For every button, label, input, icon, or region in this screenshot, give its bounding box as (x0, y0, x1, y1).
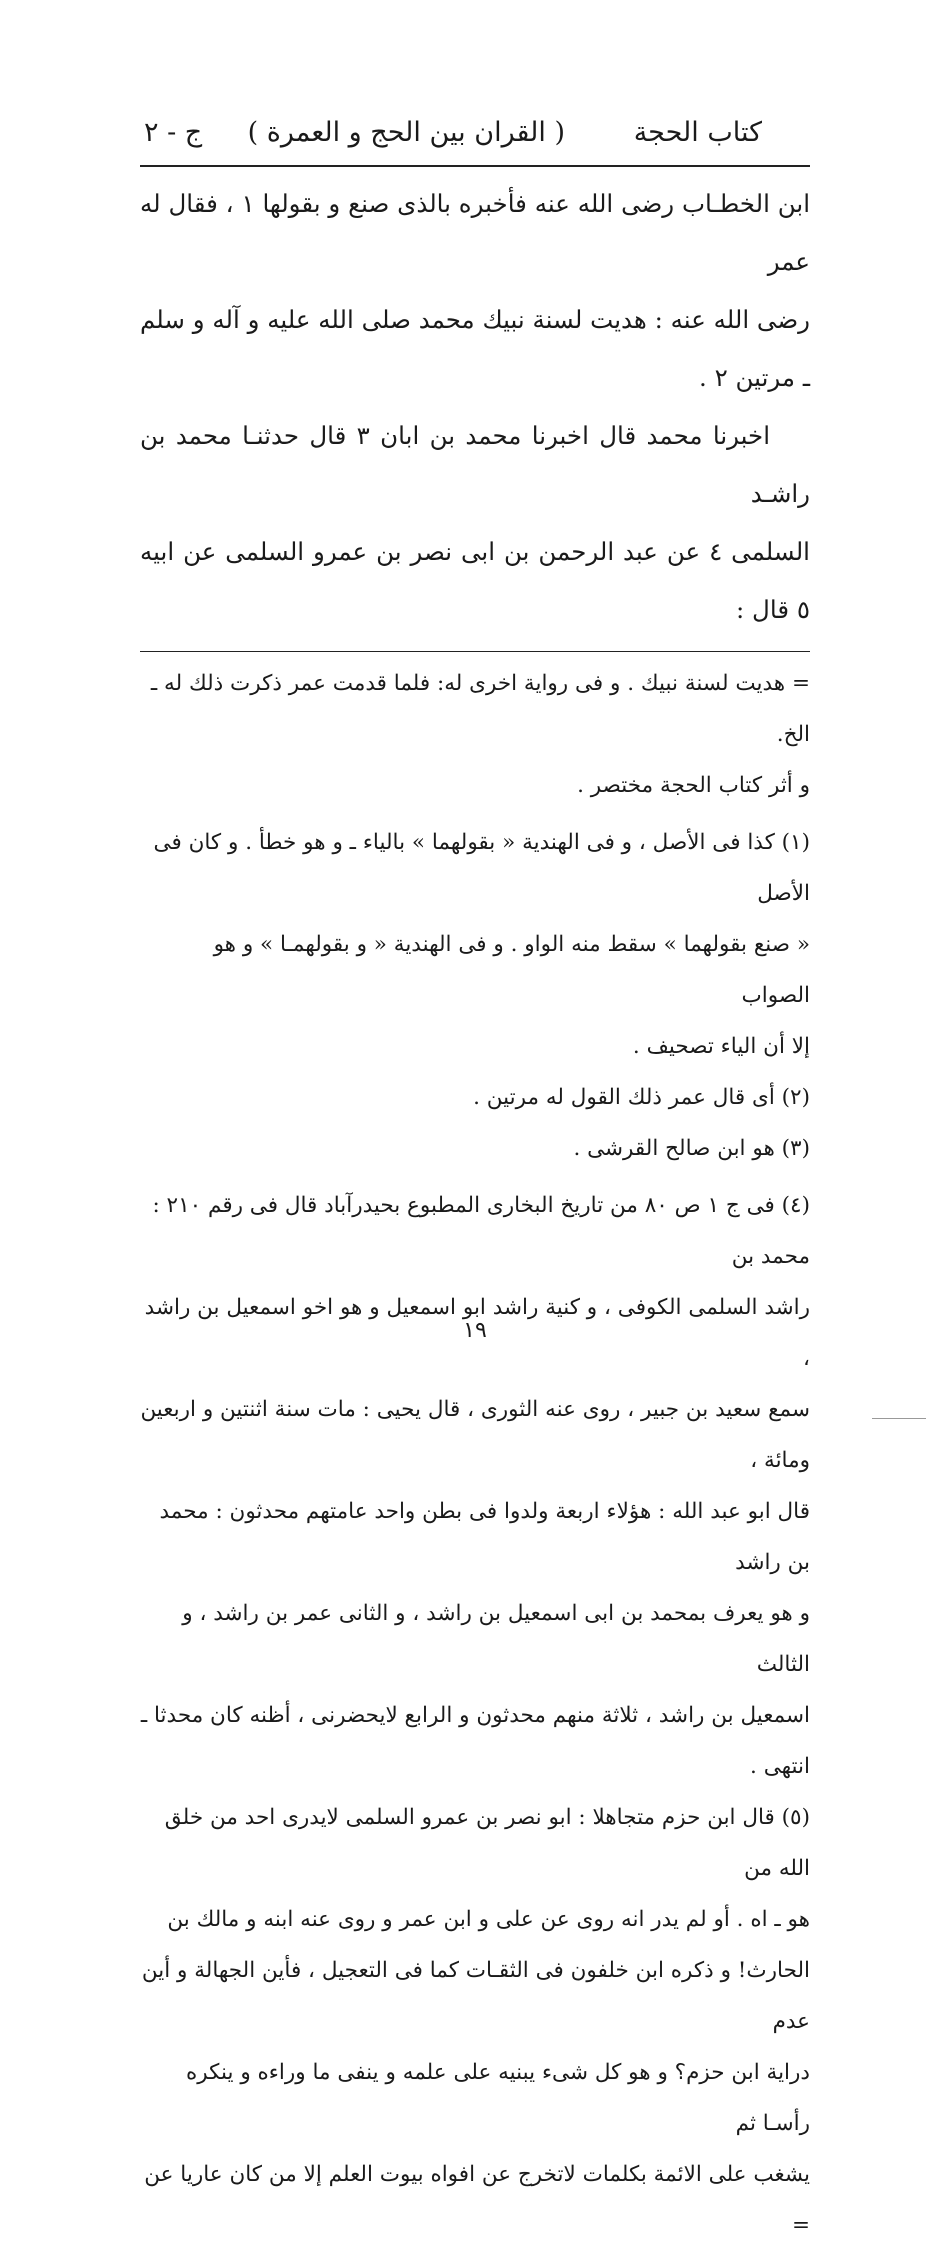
scan-edge-mark (872, 1418, 926, 1419)
footnote-5-line: هو ـ اه . أو لم يدر انه روى عن على و ابن عمر و روى عنه ابنه و مالك بن (167, 1907, 810, 1932)
main-text-line: رضى الله عنه : هديت لسنة نبيك محمد صلى الله عليه و آله و سلم ـ مرتين ٢ . (140, 305, 810, 392)
footnote-4-line: سمع سعيد بن جبير ، روى عنه الثورى ، قال يحيى : مات سنة اثنتين و اربعين ومائة ، (140, 1397, 810, 1473)
footnote-1-line: إلا أن الياء تصحيف . (632, 1034, 810, 1059)
footnote-5-line: يشغب على الائمة بكلمات لاتخرج عن افواه بيوت العلم إلا من كان عاريا عن = (144, 2162, 810, 2238)
footnote-4-line: قال ابو عبد الله : هؤلاء اربعة ولدوا فى بطن واحد عامتهم محدثون : محمد بن راشد (159, 1499, 810, 1575)
footnote-continuation-line: = هديت لسنة نبيك . و فى رواية اخرى له: فلما قدمت عمر ذكرت ذلك له ـ الخ. (150, 671, 810, 747)
section-title: ( القران بين الحج و العمرة ) (247, 117, 565, 148)
main-text (140, 175, 810, 639)
running-header (140, 105, 810, 167)
footnote-4-line: راشد السلمى الكوفى ، و كنية راشد ابو اسمعيل و هو اخو اسمعيل بن راشد ، (144, 1295, 810, 1371)
footnote-4-line: (٤) فى ج ١ ص ٨٠ من تاريخ البخارى المطبوع بحيدرآباد قال فى رقم ٢١٠ : محمد بن (152, 1193, 810, 1269)
main-text-line: ابن الخطـاب رضى الله عنه فأخبره بالذى صنع و بقولها ١ ، فقال له عمر (140, 189, 811, 276)
footnote-5-line: (٥) قال ابن حزم متجاهلا : ابو نصر بن عمرو السلمى لايدرى احد من خلق الله من (164, 1805, 810, 1881)
footnote-3-line: (٣) هو ابن صالح القرشى . (573, 1136, 810, 1161)
footnote-4-line: اسمعيل بن راشد ، ثلاثة منهم محدثون و الرابع لايحضرنى ، أظنه كان محدثا ـ انتهى . (140, 1703, 810, 1779)
footnote-2-line: (٢) أى قال عمر ذلك القول له مرتين . (473, 1085, 810, 1110)
document-page (140, 105, 810, 2251)
book-title: كتاب الحجة (633, 117, 762, 148)
footnote-1-line: (١) كذا فى الأصل ، و فى الهندية « بقولهما » بالياء ـ و هو خطأ . و كان فى الأصل (153, 830, 810, 906)
footnote-divider (140, 651, 810, 652)
footnote-5-line: دراية ابن حزم؟ و هو كل شىء يبنيه على علمه و ينفى ما وراءه و ينكره رأسـا ثم (186, 2060, 810, 2136)
footnotes (140, 658, 810, 2251)
volume-number: ج - ٢ (144, 117, 203, 148)
footnote-continuation-line: و أثر كتاب الحجة مختصر . (577, 773, 810, 798)
footnote-1-line: « صنع بقولهما » سقط منه الواو . و فى الهندية « و بقولهمـا » و هو الصواب (213, 932, 810, 1008)
footnote-4-line: و هو يعرف بمحمد بن ابى اسمعيل بن راشد ، و الثانى عمر بن راشد ، و الثالث (182, 1601, 810, 1677)
page-number: ١٩ (463, 1318, 487, 1343)
main-text-line: السلمى ٤ عن عبد الرحمن بن ابى نصر بن عمرو السلمى عن ابيه ٥ قال : (140, 537, 810, 624)
footnote-5-line: الحارث! و ذكره ابن خلفون فى الثقـات كما فى التعجيل ، فأين الجهالة و أين عدم (141, 1958, 810, 2034)
main-text-line: اخبرنا محمد قال اخبرنا محمد بن ابان ٣ قال حدثنـا محمد بن راشـد (140, 421, 810, 508)
